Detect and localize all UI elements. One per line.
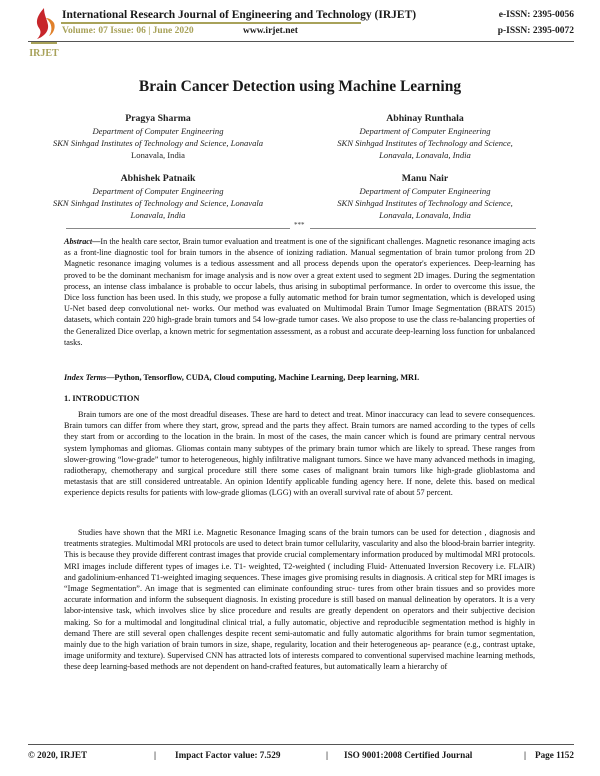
separator-line-right (310, 228, 536, 229)
e-issn: e-ISSN: 2395-0056 (498, 10, 574, 20)
author-name: Abhinay Runthala (386, 113, 464, 124)
author-institute: SKN Sinhgad Institutes of Technology and Science, (337, 198, 513, 208)
abstract-text: In the health care sector, Brain tumor evaluation and treatment is one of the significant challenges. Magnetic resonance imaging acts as a front-line diagnostic tool for brain tumors in the absence of ionizing radiation. Manual segmentation of brain tumor prolong from 2D Magnetic resonance imaging volumes is a tedious assessment and all process depends upon the operator's experiences. Deep-learning has proved to be the dominant mechanism for image analysis and is now over a great extent used to segment 2D images. During the segmentation process, an intense class imbalance is probable to occur labels, thus arising in suboptimal performance. In order to overcome this issue, the Dice loss function has been used. In this study, we propose a fully automatic method for brain tumor segmentation, which is developed using U-Net based deep convolutional net- works. Our method was evaluated on Multimodal Brain Tumor Image Segmentation (BRATS 2015) datasets, which contain 220 high-grade brain tumors and 54 low-grade tumor cases. We also propose to use the class re-balancing properties of the Generalized Dice overlap, a known metric for segmentation assessment, as a robust and accurate deep-learning loss function for unbalanced tasks. (64, 237, 535, 347)
journal-header (28, 6, 574, 66)
author-block-1 (30, 112, 286, 161)
intro-paragraph-2: Studies have shown that the MRI i.e. Magnetic Resonance Imaging scans of the brain tumors can be used for detection , diagnosis and treatments strategies. Multimodal MRI protocols are used to detect brain tumor cellularity, vascularity and also the blood-brain barrier integrity. This is because they provide different contrast images that provide crucial complementary information produced by multimodal MRI protocols. MRI images include different types of images i.e. T1- weighted, T2-weighted ( including Fluid- Attenuated Inversion Recovery i.e. FLAIR) and gadolinium-enhanced T1-weighted imaging sequences. These images give promising results in diagnosis. A critical step for MRI images is “Image Segmentation”. An image that is segmented can eliminate confounding struc- tures from other brain tissues and so provides more accurate information and inform the subsequent diagnosis. In existing procedure is still based on manual delineation by operators. It is a very labor-intensive task, which involves slice by slice procedure and results are greatly dependent on operators and their subjective decision making. So for a multimodal and longitudinal clinical trial, a fully automatic, objective and reproducible segmentation method is highly in demand There are still several open challenges despite recent semi-automatic and fully automatic algorithms for brain tumor segmentation, mainly due to the high variation of brain tumors in size, shape, regularity, location and their heterogeneous ap- pearance (e.g., contrast uptake, image uniformity and texture). Supervised CNN has attracted lots of interests compared to conventional supervised machine learning methods, these deep learning-based methods are not dependent on hand-crafted features, but automatically learn a hierarchy of (64, 528, 535, 672)
author-location: Lonavala, India (130, 210, 186, 220)
abstract (64, 236, 535, 348)
paper-title: Brain Cancer Detection using Machine Learning (138, 78, 462, 95)
author-name: Pragya Sharma (125, 113, 191, 124)
index-terms-text: —Python, Tensorflow, CUDA, Cloud computing, Machine Learning, Deep learning, MRI. (106, 373, 420, 382)
author-institute: SKN Sinhgad Institutes of Technology and Science, Lonavala (52, 138, 264, 148)
author-location: Lonavala, Lonavala, India (379, 210, 471, 220)
section-heading-introduction: 1. INTRODUCTION (64, 394, 140, 403)
separator-line-left (66, 228, 290, 229)
author-name: Manu Nair (401, 173, 449, 184)
footer-copyright: © 2020, IRJET (28, 750, 88, 760)
journal-website: www.irjet.net (243, 26, 298, 36)
footer-impact-factor: Impact Factor value: 7.529 (175, 750, 281, 760)
journal-name: International Research Journal of Engineering and Technology (IRJET) (62, 9, 417, 21)
header-rule (28, 41, 574, 42)
volume-issue: Volume: 07 Issue: 06 | June 2020 (62, 26, 194, 36)
author-department: Department of Computer Engineering (92, 126, 224, 136)
header-green-rule (61, 22, 361, 24)
index-terms-label: Index Terms (64, 373, 107, 382)
separator-stars: *** (294, 221, 305, 229)
svg-text:IRJET: IRJET (29, 48, 59, 59)
intro-paragraph-1: Brain tumors are one of the most dreadful diseases. These are hard to detect and treat. Minor inaccuracy can lead to severe consequences. Brain tumors can differ from where they start, grow, spread and the parts they affect. Brain tumors are named according to the types of cells they start from or according to the location in the brain. In most of the cases, the main cancer which is found are primary central nervous system lymphomas and gliomas. Gliomas contain many subtypes of the primary brain tumor which are likely to spread. These ranges from slower-growing “low-grade” tumor to heterogeneous, highly infiltrative malignant tumors. Since we have many advanced methods in imaging, radiotherapy, chemotherapy and surgical procedure still there some cases of malignant brain tumors like high-grade glioblastoma and metastasis that are still considered untreatable. An opinion Identify applicable funding agency here. If none, delete this. based on medical experience depicts results for patients with low-grade gliomas (LGG) with an overall survival rate of about 57 percent. (64, 410, 535, 498)
footer-page-number: Page 1152 (534, 750, 574, 760)
abstract-label: Abstract— (64, 237, 101, 246)
author-department: Department of Computer Engineering (359, 186, 491, 196)
index-terms (64, 372, 535, 383)
author-block-2 (300, 112, 550, 161)
footer-divider: | (326, 750, 329, 760)
author-block-4 (300, 172, 550, 221)
page-footer (28, 750, 574, 764)
author-name: Abhishek Patnaik (120, 173, 196, 184)
footer-divider: | (524, 750, 527, 760)
author-block-3 (30, 172, 286, 221)
author-location: Lonavala, Lonavala, India (379, 150, 471, 160)
author-department: Department of Computer Engineering (359, 126, 491, 136)
author-institute: SKN Sinhgad Institutes of Technology and Science, Lonavala (52, 198, 264, 208)
p-issn: p-ISSN: 2395-0072 (497, 26, 574, 36)
author-institute: SKN Sinhgad Institutes of Technology and Science, (337, 138, 513, 148)
footer-rule (28, 744, 574, 745)
footer-divider: | (154, 750, 157, 760)
footer-iso: ISO 9001:2008 Certified Journal (344, 750, 473, 760)
irjet-logo (28, 6, 60, 60)
author-location: Lonavala, India (131, 150, 185, 160)
section-separator (66, 221, 536, 231)
author-department: Department of Computer Engineering (92, 186, 224, 196)
